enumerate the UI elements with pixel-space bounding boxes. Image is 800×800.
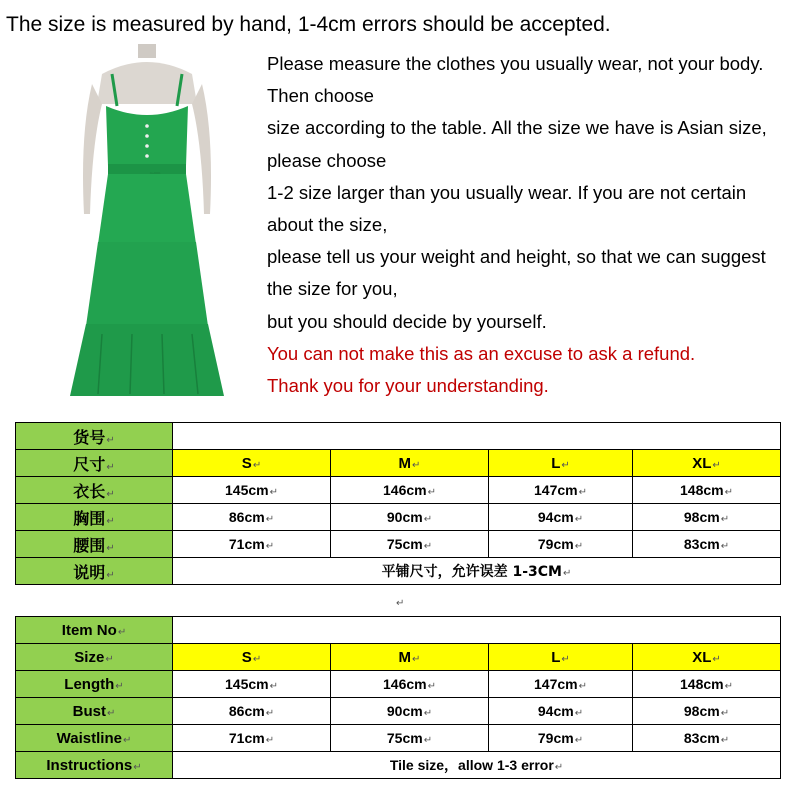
size-label <box>16 644 173 671</box>
cell-text: M <box>398 454 412 472</box>
cell-text: 145cm <box>225 482 269 498</box>
paragraph-mark: ↵ <box>396 598 405 609</box>
measure-cell <box>633 477 781 504</box>
refund-warning: You can not make this as an excuse to ask a refund. <box>267 342 696 364</box>
measure-cell <box>633 725 781 752</box>
paragraph-mark: ↵ <box>712 459 721 471</box>
note-label <box>16 558 173 585</box>
measure-cell <box>331 698 489 725</box>
cell-text: 腰围 <box>73 535 106 555</box>
row-label <box>16 725 173 752</box>
cell-text: XL <box>692 454 712 472</box>
paragraph-mark: ↵ <box>423 735 433 746</box>
paragraph-mark: ↵ <box>720 708 730 719</box>
cell-text: Length <box>64 675 115 693</box>
cell-text: 胸围 <box>73 508 106 528</box>
paragraph-mark: ↵ <box>106 542 115 554</box>
paragraph-mark: ↵ <box>423 514 433 525</box>
cell-text: S <box>241 454 252 472</box>
paragraph-mark: ↵ <box>724 681 733 692</box>
paragraph-mark: ↵ <box>265 708 275 719</box>
measure-cell <box>331 504 489 531</box>
cell-text: XL <box>692 648 712 666</box>
row-label <box>16 531 173 558</box>
paragraph-mark: ↵ <box>561 459 570 471</box>
measure-cell <box>489 725 633 752</box>
size-table-chinese <box>15 422 781 585</box>
measure-cell <box>331 531 489 558</box>
paragraph-mark: ↵ <box>427 487 436 498</box>
cell-text: 说明 <box>73 562 106 582</box>
paragraph-mark: ↵ <box>574 735 584 746</box>
cell-text: Tile size，allow 1-3 error <box>389 757 554 773</box>
note-line: Then choose <box>267 85 374 107</box>
measure-cell <box>331 725 489 752</box>
row-label <box>16 504 173 531</box>
cell-text: 90cm <box>386 509 423 525</box>
note-line: please choose <box>267 149 387 171</box>
table-row <box>16 531 781 558</box>
paragraph-mark: ↵ <box>412 653 421 665</box>
paragraph-mark: ↵ <box>252 653 262 665</box>
paragraph-mark: ↵ <box>106 569 115 581</box>
measure-cell <box>173 671 331 698</box>
table-row <box>16 450 781 477</box>
table-row <box>16 558 781 585</box>
paragraph-mark: ↵ <box>554 762 564 773</box>
measure-cell <box>173 698 331 725</box>
cell-text: 147cm <box>534 676 578 692</box>
note-line: 1-2 size larger than you usually wear. If you are not certain <box>267 181 747 203</box>
table-row <box>16 752 781 779</box>
paragraph-mark: ↵ <box>106 707 116 719</box>
measure-cell <box>173 531 331 558</box>
note-cell <box>173 752 781 779</box>
cell-text: 83cm <box>683 730 720 746</box>
item-label <box>16 617 173 644</box>
paragraph-mark: ↵ <box>122 734 132 746</box>
item-label <box>16 423 173 450</box>
cell-text: Bust <box>72 702 106 720</box>
size-cell <box>173 450 331 477</box>
item-value <box>173 617 781 644</box>
paragraph-mark: ↵ <box>133 761 142 773</box>
paragraph-mark: ↵ <box>106 515 115 527</box>
paragraph-mark: ↵ <box>412 459 421 471</box>
measure-cell <box>489 698 633 725</box>
row-label <box>16 477 173 504</box>
headline: The size is measured by hand, 1-4cm errors should be accepted. <box>6 13 611 36</box>
cell-text: 尺寸 <box>73 454 106 474</box>
cell-text: 145cm <box>225 676 269 692</box>
cell-text: 98cm <box>683 509 720 525</box>
size-cell <box>633 644 781 671</box>
paragraph-mark: ↵ <box>269 681 278 692</box>
table-row <box>16 671 781 698</box>
row-label <box>16 671 173 698</box>
cell-text: 90cm <box>386 703 423 719</box>
table-row <box>16 617 781 644</box>
note-line: size according to the table. All the size we have is Asian size, <box>267 117 767 139</box>
cell-text: 86cm <box>228 703 265 719</box>
paragraph-mark: ↵ <box>423 708 433 719</box>
paragraph-mark: ↵ <box>106 434 115 446</box>
size-cell <box>331 450 489 477</box>
cell-text: 146cm <box>383 482 427 498</box>
note-line: the size for you, <box>267 278 398 300</box>
paragraph-mark: ↵ <box>720 735 730 746</box>
paragraph-mark: ↵ <box>252 459 262 471</box>
measure-cell <box>331 671 489 698</box>
thanks-line: Thank you for your understanding. <box>267 374 549 396</box>
cell-text: 79cm <box>537 730 574 746</box>
note-line: about the size, <box>267 213 388 235</box>
cell-text: 94cm <box>537 703 574 719</box>
paragraph-mark: ↵ <box>105 653 114 665</box>
cell-text: 98cm <box>683 703 720 719</box>
cell-text: S <box>241 648 252 666</box>
cell-text: 86cm <box>228 509 265 525</box>
cell-text: Item No <box>61 621 117 639</box>
note-line: but you should decide by yourself. <box>267 310 547 332</box>
paragraph-mark: ↵ <box>117 626 127 638</box>
paragraph-mark: ↵ <box>115 680 124 692</box>
item-value <box>173 423 781 450</box>
cell-text: L <box>551 648 561 666</box>
cell-text: 148cm <box>680 676 724 692</box>
cell-text: Size <box>74 648 105 666</box>
paragraph-mark: ↵ <box>712 653 721 665</box>
measure-cell <box>173 725 331 752</box>
note-label <box>16 752 173 779</box>
table-row <box>16 423 781 450</box>
dress-product-image <box>62 44 232 396</box>
measure-cell <box>489 531 633 558</box>
cell-text: 71cm <box>228 730 265 746</box>
paragraph-mark: ↵ <box>720 541 730 552</box>
paragraph-mark: ↵ <box>269 487 278 498</box>
size-cell <box>331 644 489 671</box>
paragraph-mark: ↵ <box>724 487 733 498</box>
note-line: Please measure the clothes you usually wear, not your body. <box>267 53 764 74</box>
measure-cell <box>173 477 331 504</box>
paragraph-mark: ↵ <box>720 514 730 525</box>
cell-text: 75cm <box>386 536 423 552</box>
table-row <box>16 644 781 671</box>
paragraph-mark: ↵ <box>427 681 436 692</box>
measure-cell <box>633 531 781 558</box>
cell-text: 94cm <box>537 509 574 525</box>
paragraph-mark: ↵ <box>265 735 275 746</box>
paragraph-mark: ↵ <box>265 541 275 552</box>
sizing-notes <box>267 48 797 402</box>
note-line: please tell us your weight and height, so that we can suggest <box>267 246 766 268</box>
cell-text: 货号 <box>73 427 106 447</box>
cell-text: L <box>551 454 561 472</box>
note-cell <box>173 558 781 585</box>
cell-text: Instructions <box>46 756 133 774</box>
measure-cell <box>633 698 781 725</box>
table-row <box>16 698 781 725</box>
cell-text: 79cm <box>537 536 574 552</box>
size-cell <box>633 450 781 477</box>
paragraph-mark: ↵ <box>574 541 584 552</box>
paragraph-mark: ↵ <box>423 541 433 552</box>
cell-text: 71cm <box>228 536 265 552</box>
measure-cell <box>633 504 781 531</box>
cell-text: 83cm <box>683 536 720 552</box>
cell-text: 147cm <box>534 482 578 498</box>
paragraph-mark: ↵ <box>265 514 275 525</box>
size-table-english <box>15 616 781 779</box>
measure-cell <box>489 671 633 698</box>
table-row <box>16 504 781 531</box>
table-row <box>16 725 781 752</box>
measure-cell <box>331 477 489 504</box>
row-label <box>16 698 173 725</box>
size-cell <box>489 644 633 671</box>
paragraph-mark: ↵ <box>106 488 115 500</box>
measure-cell <box>633 671 781 698</box>
paragraph-mark: ↵ <box>574 514 584 525</box>
cell-text: 衣长 <box>73 481 106 501</box>
measure-cell <box>489 504 633 531</box>
table-row <box>16 477 781 504</box>
paragraph-mark: ↵ <box>106 461 115 473</box>
paragraph-mark: ↵ <box>562 568 572 579</box>
cell-text: M <box>398 648 412 666</box>
size-cell <box>489 450 633 477</box>
paragraph-mark: ↵ <box>561 653 570 665</box>
cell-text: 148cm <box>680 482 724 498</box>
cell-text: 75cm <box>386 730 423 746</box>
size-cell <box>173 644 331 671</box>
paragraph-mark: ↵ <box>574 708 584 719</box>
paragraph-mark: ↵ <box>578 681 587 692</box>
cell-text: Waistline <box>56 729 122 747</box>
paragraph-mark: ↵ <box>578 487 587 498</box>
size-label <box>16 450 173 477</box>
cell-text: 平铺尺寸，允许误差 1-3CM <box>381 564 562 580</box>
measure-cell <box>489 477 633 504</box>
measure-cell <box>173 504 331 531</box>
cell-text: 146cm <box>383 676 427 692</box>
